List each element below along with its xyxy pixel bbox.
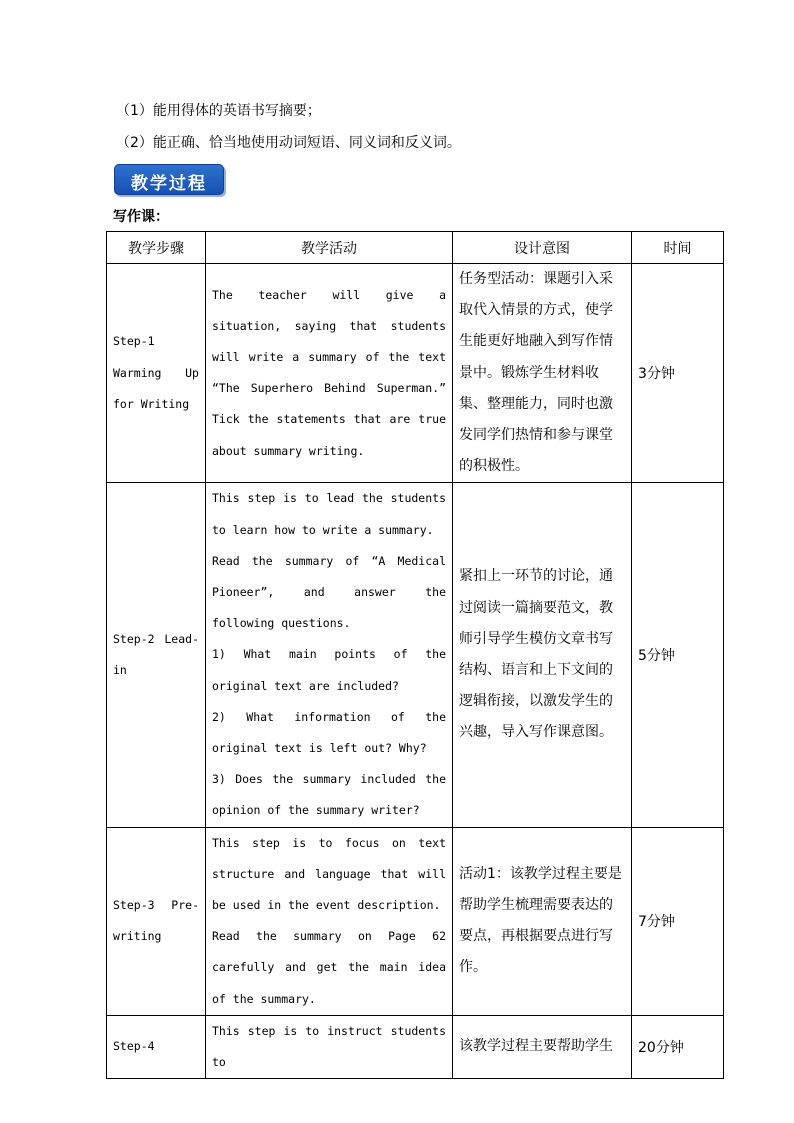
objective-1: （1）能用得体的英语书写摘要； — [116, 103, 321, 119]
activity-cell — [206, 483, 453, 827]
time-cell: 3分钟 — [632, 264, 724, 483]
step-cell: Step-1 Warming Up for Writing — [107, 264, 206, 483]
intent-cell: 紧扣上一环节的讨论，通过阅读一篇摘要范文，教师引导学生模仿文章书写结构、语言和上下文间的逻辑衔接，以激发学生的兴趣，导入写作课意图。 — [453, 483, 632, 827]
activity-paragraph: 2) What information of the original text is left out? Why? — [212, 709, 446, 756]
intent-cell: 任务型活动：课题引入采取代入情景的方式，使学生能更好地融入到写作情景中。锻炼学生材料收集、整理能力，同时也激发同学们热情和参与课堂的积极性。 — [453, 264, 632, 483]
section-banner-label: 教学过程 — [131, 174, 207, 194]
time-cell: 20分钟 — [632, 1015, 724, 1078]
header-time: 时间 — [632, 232, 724, 264]
step-cell: Step-4 — [107, 1015, 206, 1078]
header-activity: 教学活动 — [206, 232, 453, 264]
time-cell: 7分钟 — [632, 827, 724, 1015]
table-row — [107, 827, 724, 1015]
time-cell: 5分钟 — [632, 483, 724, 827]
activity-paragraph: This step is to focus on text structure and language that will be used in the event description. — [212, 835, 446, 913]
activity-paragraph: Read the summary of “A Medical Pioneer”, and answer the following questions. — [212, 553, 446, 631]
activity-paragraph: The teacher will give a situation, saying that students will write a summary of the text “The Superhero Behind Superman.” Tick the statements that are true about summary writing. — [212, 287, 446, 458]
lesson-table — [106, 231, 724, 1079]
activity-cell — [206, 1015, 453, 1078]
intent-cell: 该教学过程主要帮助学生 — [453, 1015, 632, 1078]
activity-paragraph: This step is to instruct students to — [212, 1023, 446, 1070]
activity-paragraph: 3) Does the summary included the opinion of the summary writer? — [212, 772, 446, 818]
intent-cell: 活动1：该教学过程主要是帮助学生梳理需要表达的要点，再根据要点进行写作。 — [453, 827, 632, 1015]
step-cell: Step-2 Lead-in — [107, 483, 206, 827]
activity-cell — [206, 827, 453, 1015]
subheading: 写作课： — [113, 209, 169, 225]
table-row — [107, 483, 724, 827]
activity-paragraph: This step is to lead the students to learn how to write a summary. — [212, 491, 446, 537]
activity-paragraph: 1) What main points of the original text are included? — [212, 647, 446, 693]
header-intent: 设计意图 — [453, 232, 632, 264]
activity-paragraph: Read the summary on Page 62 carefully and get the main idea of the summary. — [212, 929, 446, 1006]
activity-cell — [206, 264, 453, 483]
table-row — [107, 1015, 724, 1078]
table-row — [107, 264, 724, 483]
header-step: 教学步骤 — [107, 232, 206, 264]
step-cell: Step-3 Pre-writing — [107, 827, 206, 1015]
section-banner — [114, 164, 224, 195]
table-header-row — [107, 232, 724, 264]
objective-2: （2）能正确、恰当地使用动词短语、同义词和反义词。 — [116, 135, 461, 151]
